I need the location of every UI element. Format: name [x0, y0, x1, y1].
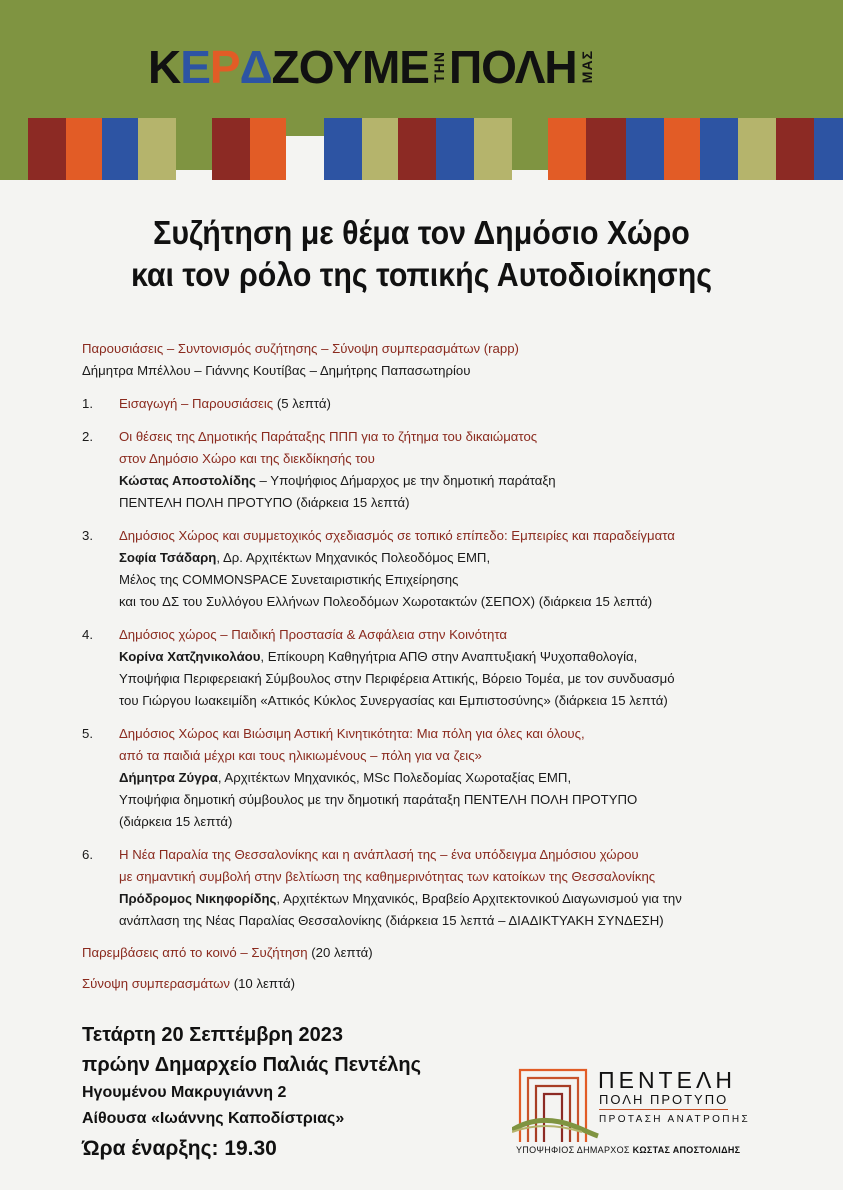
speaker-name: Σοφία Τσάδαρη	[119, 550, 217, 565]
speaker-role: , Αρχιτέκτων Μηχανικός, MSc Πολεδομίας Χωροταξίας ΕΜΠ,	[217, 770, 572, 785]
speaker-role: – Υποψήφιος Δήμαρχος με την δημοτική παράταξη	[255, 473, 556, 488]
program-item-5	[82, 723, 782, 833]
outro-summary-duration: (10 λεπτά)	[230, 976, 296, 991]
program-item-2	[82, 426, 782, 514]
outro-discussion-title: Παρεμβάσεις από το κοινό – Συζήτηση	[82, 945, 308, 960]
logo-word-zoume: ΖΟΥΜΕ	[271, 41, 429, 93]
program-item-3	[82, 525, 782, 613]
campaign-logo	[148, 40, 597, 94]
speaker-desc: και του ΔΣ του Συλλόγου Ελλήνων Πολεοδόμων Χωροτακτών (ΣΕΠΟΧ) (διάρκεια 15 λεπτά)	[119, 594, 653, 609]
outro-summary-title: Σύνοψη συμπερασμάτων	[82, 976, 231, 991]
intro-names: Δήμητρα Μπέλλου – Γιάννης Κουτίβας – Δημήτρης Παπασωτηρίου	[82, 363, 471, 378]
program-section	[82, 338, 782, 995]
outro-summary	[82, 973, 782, 995]
speaker-name: Κορίνα Χατζηνικολάου	[119, 649, 261, 664]
event-time: Ώρα έναρξης: 19.30	[82, 1137, 277, 1160]
item-title: Οι θέσεις της Δημοτικής Παράταξης ΠΠΠ για το ζήτημα του δικαιώματος	[119, 429, 538, 444]
item-number: 3.	[82, 528, 93, 543]
speaker-desc: Μέλος της COMMONSPACE Συνεταιριστικής Επιχείρησης	[119, 572, 459, 587]
logo-word-poli: ΠΟΛΗ	[448, 41, 577, 93]
speaker-desc: Υποψήφια Περιφερειακή Σύμβουλος στην Περιφέρεια Αττικής, Βόρειο Τομέα, με τον συνδυασμό	[119, 671, 675, 686]
item-title: Εισαγωγή – Παρουσιάσεις	[119, 396, 274, 411]
item-number: 4.	[82, 627, 93, 642]
item-title: Δημόσιος Χώρος και Βιώσιμη Αστική Κινητικότητα: Μια πόλη για όλες και όλους,	[119, 726, 585, 741]
event-hall: Αίθουσα «Ιωάννης Καποδίστριας»	[82, 1110, 345, 1127]
speaker-role: , Αρχιτέκτων Μηχανικός, Βραβείο Αρχιτεκτονικού Διαγωνισμού για την	[276, 891, 682, 906]
speaker-role: , Δρ. Αρχιτέκτων Μηχανικός Πολεοδόμος ΕΜΠ,	[216, 550, 491, 565]
brand-candidate	[516, 1145, 740, 1155]
brand-subtitle: ΠΟΛΗ ΠΡΟΤΥΠΟ	[599, 1092, 728, 1110]
item-duration: (5 λεπτά)	[273, 396, 331, 411]
outro-discussion-duration: (20 λεπτά)	[307, 945, 373, 960]
speaker-role: , Επίκουρη Καθηγήτρια ΑΠΘ στην Αναπτυξιακή Ψυχοπαθολογία,	[260, 649, 638, 664]
speaker-desc: ΠΕΝΤΕΛΗ ΠΟΛΗ ΠΡΟΤΥΠΟ (διάρκεια 15 λεπτά)	[119, 495, 410, 510]
item-title: Δημόσιος Χώρος και συμμετοχικός σχεδιασμός σε τοπικό επίπεδο: Εμπειρίες και παραδείγματα	[119, 528, 675, 543]
brand-name: ΠΕΝΤΕΛΗ	[598, 1067, 736, 1093]
main-title	[34, 212, 810, 296]
brand-proposal: ΠΡΟΤΑΣΗ ΑΝΑΤΡΟΠΗΣ	[599, 1114, 751, 1125]
title-line-2: και τον ρόλο της τοπικής Αυτοδιοίκησης	[130, 256, 713, 293]
event-address: Ηγουμένου Μακρυγιάννη 2	[82, 1084, 287, 1101]
item-title: Δημόσιος χώρος – Παιδική Προστασία & Ασφάλεια στην Κοινότητα	[119, 627, 507, 642]
outro-discussion	[82, 942, 782, 964]
title-line-1: Συζήτηση με θέμα τον Δημόσιο Χώρο	[153, 214, 690, 251]
item-title: Η Νέα Παραλία της Θεσσαλονίκης και η ανάπλασή της – ένα υπόδειγμα Δημόσιου χώρου	[119, 847, 639, 862]
speaker-name: Κώστας Αποστολίδης	[119, 473, 256, 488]
candidate-label: ΥΠΟΨΗΦΙΟΣ ΔΗΜΑΡΧΟΣ	[516, 1145, 630, 1155]
item-number: 5.	[82, 726, 93, 741]
item-number: 1.	[82, 396, 93, 411]
candidate-name: ΚΩΣΤΑΣ ΑΠΟΣΤΟΛΙΔΗΣ	[632, 1145, 741, 1155]
logo-word-mas: ΜΑΣ	[578, 50, 595, 84]
program-item-6	[82, 844, 782, 932]
program-item-1	[82, 393, 782, 415]
header-band	[0, 0, 843, 118]
event-info	[82, 1020, 421, 1166]
item-number: 6.	[82, 847, 93, 862]
speaker-desc: Υποψήφια δημοτική σύμβουλος με την δημοτική παράταξη ΠΕΝΤΕΛΗ ΠΟΛΗ ΠΡΟΤΥΠΟ	[119, 792, 638, 807]
color-stripes	[0, 118, 843, 180]
speaker-desc: (διάρκεια 15 λεπτά)	[119, 814, 233, 829]
logo-word-kerd: ΚΕΡΔ	[148, 41, 272, 93]
item-title-cont: από τα παιδιά μέχρι και τους ηλικιωμένους – πόλη για να ζεις»	[119, 748, 482, 763]
speaker-name: Δήμητρα Ζύγρα	[119, 770, 218, 785]
logo-word-tin: ΤΗΝ	[430, 51, 447, 83]
event-date: Τετάρτη 20 Σεπτέμβρη 2023	[82, 1024, 344, 1046]
speaker-desc: του Γιώργου Ιωακειμίδη «Αττικός Κύκλος Συνεργασίας και Εμπιστοσύνης» (διάρκεια 15 λεπτά)	[119, 693, 668, 708]
speaker-name: Πρόδρομος Νικηφορίδης	[119, 891, 277, 906]
item-title-cont: στον Δημόσιο Χώρο και της διεκδίκησής του	[119, 451, 375, 466]
item-title-cont: με σημαντική συμβολή στην βελτίωση της καθημερινότητας των κατοίκων της Θεσσαλονίκης	[119, 869, 656, 884]
speaker-desc: ανάπλαση της Νέας Παραλίας Θεσσαλονίκης (διάρκεια 15 λεπτά – ΔΙΑΔΙΚΤΥΑΚΗ ΣΥΝΔΕΣΗ)	[119, 913, 664, 928]
program-item-4	[82, 624, 782, 712]
intro-heading: Παρουσιάσεις – Συντονισμός συζήτησης – Σύνοψη συμπερασμάτων (rapp)	[82, 341, 519, 356]
event-venue: πρώην Δημαρχείο Παλιάς Πεντέλης	[82, 1054, 421, 1076]
item-number: 2.	[82, 429, 93, 444]
